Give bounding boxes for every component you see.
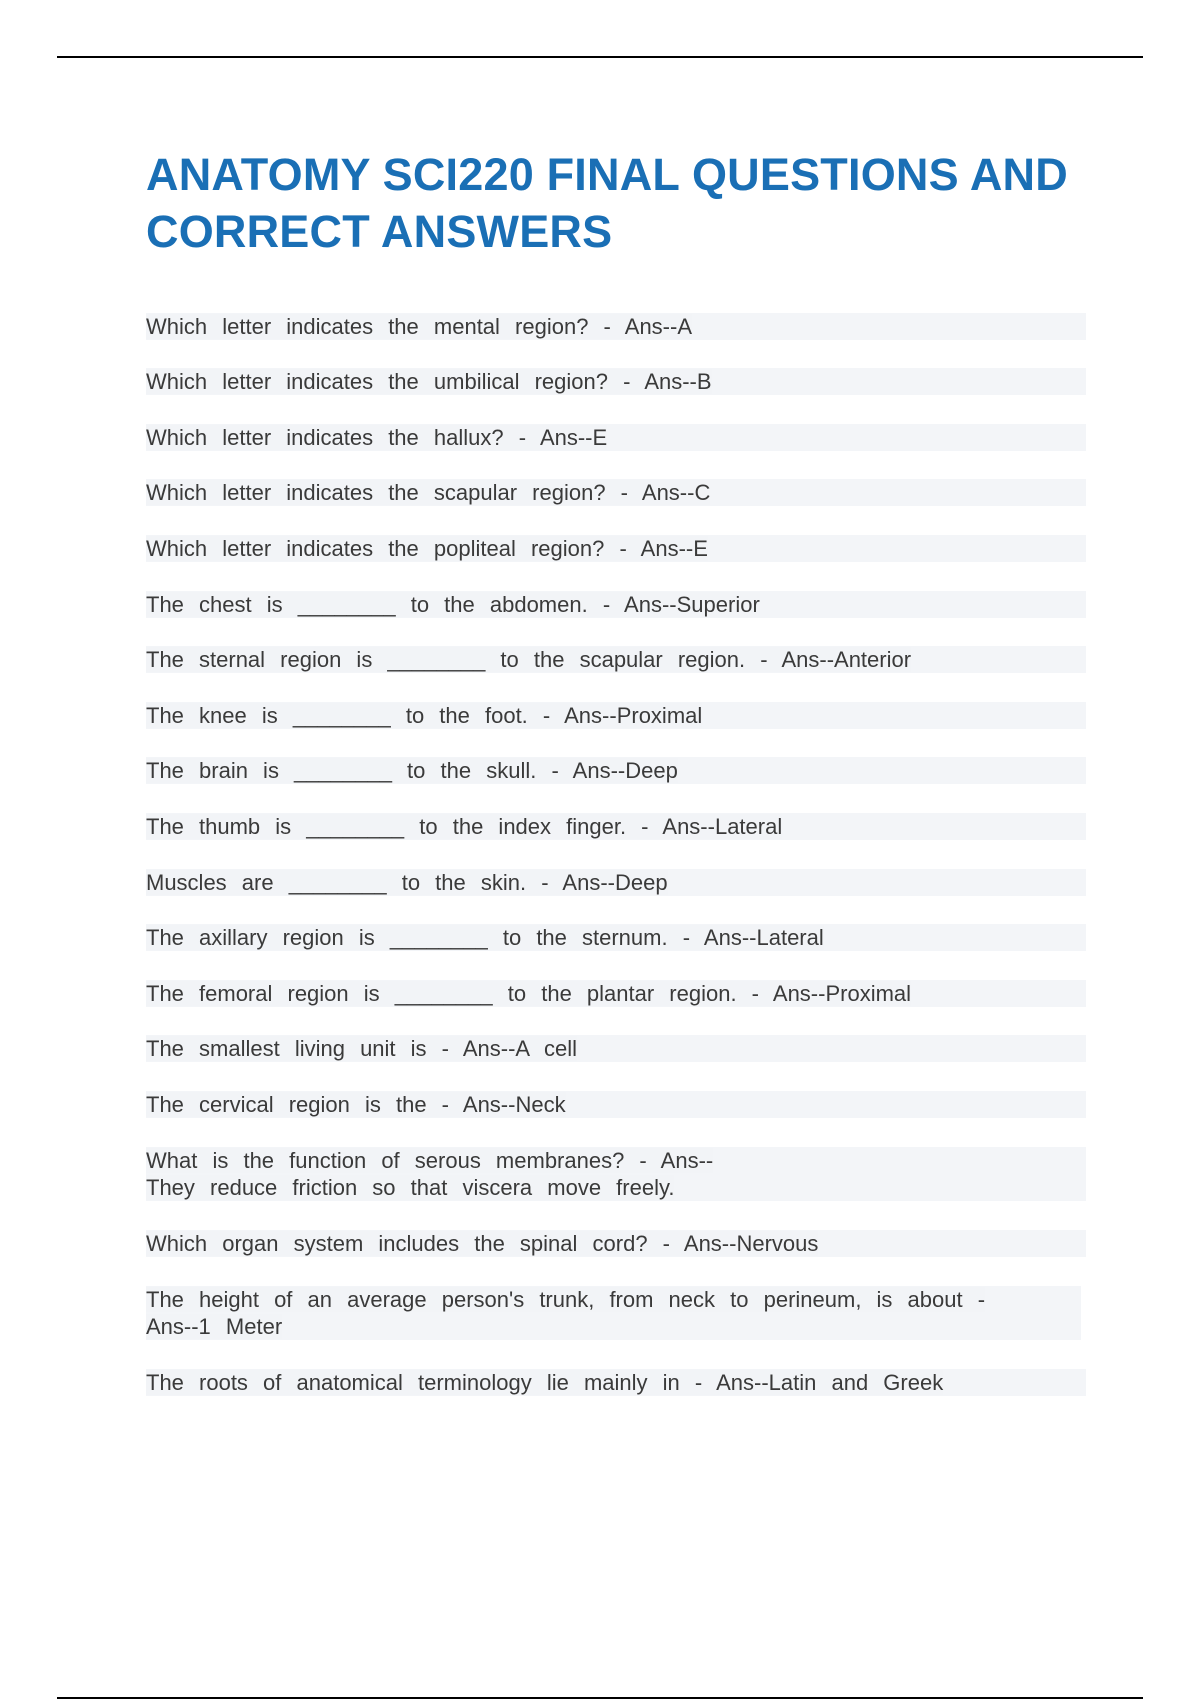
qa-item (146, 757, 1086, 784)
qa-item (146, 980, 1086, 1007)
qa-text: Which organ system includes the spinal cord? - Ans--Nervous (146, 1231, 819, 1256)
qa-text: The cervical region is the - Ans--Neck (146, 1092, 566, 1117)
qa-item (146, 1147, 1086, 1201)
document-title: ANATOMY SCI220 FINAL QUESTIONS AND CORRECT ANSWERS (146, 149, 1068, 257)
qa-text: The chest is ________ to the abdomen. - Ans--Superior (146, 592, 760, 617)
qa-item (146, 1091, 1086, 1118)
qa-item (146, 813, 1086, 840)
qa-text: Which letter indicates the scapular region? - Ans--C (146, 480, 711, 505)
qa-item (146, 869, 1086, 896)
qa-text: The brain is ________ to the skull. - Ans--Deep (146, 758, 678, 783)
qa-text: The thumb is ________ to the index finger. - Ans--Lateral (146, 814, 783, 839)
qa-item (146, 479, 1086, 506)
qa-text: The axillary region is ________ to the sternum. - Ans--Lateral (146, 925, 824, 950)
qa-item (146, 368, 1086, 395)
qa-text: Which letter indicates the hallux? - Ans--E (146, 425, 608, 450)
qa-item (146, 535, 1086, 562)
qa-item (146, 924, 1086, 951)
qa-text: The smallest living unit is - Ans--A cell (146, 1036, 578, 1061)
footer-rule (57, 1697, 1143, 1699)
qa-item (146, 702, 1086, 729)
header-rule (57, 56, 1143, 58)
qa-item (146, 1035, 1086, 1062)
qa-text: The knee is ________ to the foot. - Ans--Proximal (146, 703, 703, 728)
qa-text: The femoral region is ________ to the plantar region. - Ans--Proximal (146, 981, 912, 1006)
qa-item (146, 591, 1086, 618)
qa-item (146, 646, 1086, 673)
qa-item (146, 1369, 1086, 1396)
qa-text: The height of an average person's trunk, from neck to perineum, is about - Ans--1 Meter (146, 1287, 986, 1339)
qa-text: Which letter indicates the mental region? - Ans--A (146, 314, 693, 339)
qa-text: What is the function of serous membranes? - Ans-- They reduce friction so that viscera move freely. (146, 1148, 714, 1200)
qa-item (146, 313, 1086, 340)
qa-item (146, 1230, 1086, 1257)
qa-item (146, 1286, 1081, 1340)
qa-text: Which letter indicates the umbilical region? - Ans--B (146, 369, 712, 394)
qa-text: The sternal region is ________ to the scapular region. - Ans--Anterior (146, 647, 912, 672)
qa-item (146, 424, 1086, 451)
qa-text: Which letter indicates the popliteal region? - Ans--E (146, 536, 708, 561)
qa-text: The roots of anatomical terminology lie mainly in - Ans--Latin and Greek (146, 1370, 944, 1395)
qa-text: Muscles are ________ to the skin. - Ans--Deep (146, 870, 668, 895)
